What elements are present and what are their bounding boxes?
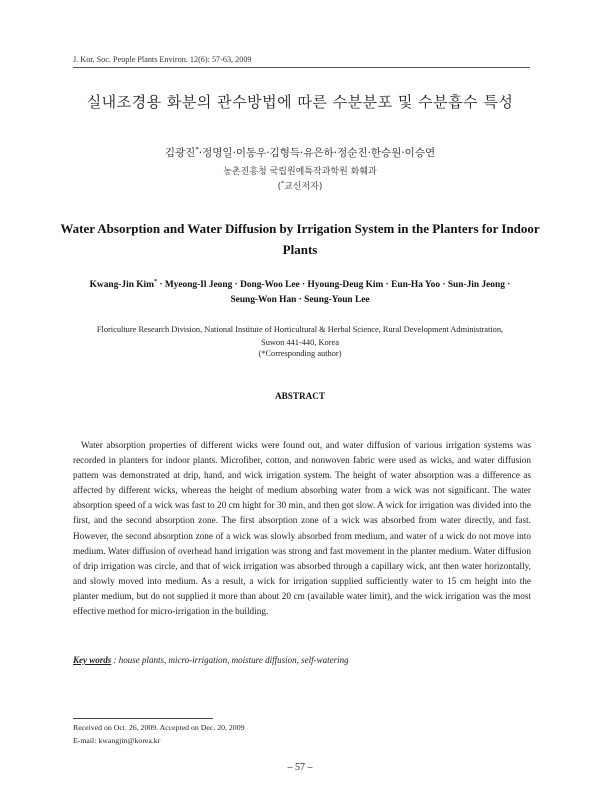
english-authors-rest: · Myeong-Il Jeong · Dong-Woo Lee · Hyoung-Deug Kim · Eun-Ha Yoo · Sun-Jin Jeong · — [157, 280, 511, 290]
korean-corresponding — [60, 179, 540, 192]
footnote-received: Received on Oct. 26, 2009. Accepted on Dec. 20, 2009 — [73, 723, 245, 732]
english-authors-line2: Seung-Won Han · Seung-Youn Lee — [230, 295, 370, 305]
korean-authors — [60, 145, 540, 160]
keywords — [73, 655, 531, 665]
korean-authors-rest: ·정명일·이동우·김형득·유은하·정순진·한승원·이승연 — [198, 147, 436, 159]
english-authors — [60, 278, 540, 308]
english-affiliation-line1: Floriculture Research Division, National Institute of Horticultural & Herbal Science, Rural Development Administration, — [96, 325, 504, 334]
footnote-email: E-mail: kwangjin@korea.kr — [73, 736, 161, 745]
header-rule — [73, 67, 530, 68]
english-authors-first: Kwang-Jin Kim — [89, 280, 154, 290]
abstract-heading: ABSTRACT — [274, 391, 326, 401]
english-affiliation-line2: Suwon 441-440, Korea — [261, 338, 339, 347]
journal-header: J. Kor. Soc. People Plants Environ. 12(6): 57-63, 2009 — [73, 55, 252, 64]
english-affiliation — [40, 323, 560, 349]
keywords-text: : house plants, micro-irrigation, moisture diffusion, self-watering — [111, 655, 349, 665]
english-authors-line1 — [60, 278, 540, 293]
korean-corresponding-asterisk: * — [281, 181, 285, 187]
abstract-body: Water absorption properties of different wicks were found out, and water diffusion of various irrigation systems was recorded in planters for indoor plants. Microfiber, cotton, and nonwoven fabric were used as wicks, and water diffusion pattern was demonstrated at drip, hand, and wick irrigation system. The height of water absorption was a difference as affected by different wicks, whereas the height of medium absorbing water from a wick was not significant. The water absorption speed of a wick was fast to 20 cm hight for 30 min, and then got slow. A wick for irrigation was divided into the first, and the second absorption zone. The first absorption zone of a wick was absorbed from water directly, and fast. However, the second absorption zone of a wick was slowly absorbed from medium, and water of a wick do not move into medium. Water diffusion of overhead hand irrigation was strong and fast movement in the planter medium. Water diffusion of drip irrigation was circle, and that of wick irrigation was absorbed through a capillary wick, ant then water horizontally, and slowly moved into medium. As a result, a wick for irrigation supplied sufficiently water to 15 cm height into the planter medium, but do not supplied it more than about 20 cm (available water limit), and the wick irrigation was the most effective method for micro-irrigation in the building. — [73, 441, 531, 618]
korean-title: 실내조경용 화분의 관수방법에 따른 수분분포 및 수분흡수 특성 — [86, 93, 514, 111]
korean-affiliation: 농촌진흥청 국립원예특작과학원 화훼과 — [223, 167, 377, 177]
page-number: – 57 – — [287, 762, 313, 773]
english-title: Water Absorption and Water Diffusion by Irrigation System in the Planters for Indoor Plants — [60, 221, 540, 257]
korean-corresponding-open: ( — [277, 182, 282, 192]
footnote-rule — [73, 718, 213, 719]
korean-authors-asterisk: * — [195, 145, 199, 154]
korean-corresponding-text: 교신저자) — [284, 182, 323, 192]
keywords-label: Key words — [73, 655, 112, 665]
english-authors-asterisk: * — [153, 278, 158, 285]
korean-authors-first: 김광진 — [164, 147, 196, 159]
english-corresponding: (*Corresponding author) — [258, 349, 342, 358]
